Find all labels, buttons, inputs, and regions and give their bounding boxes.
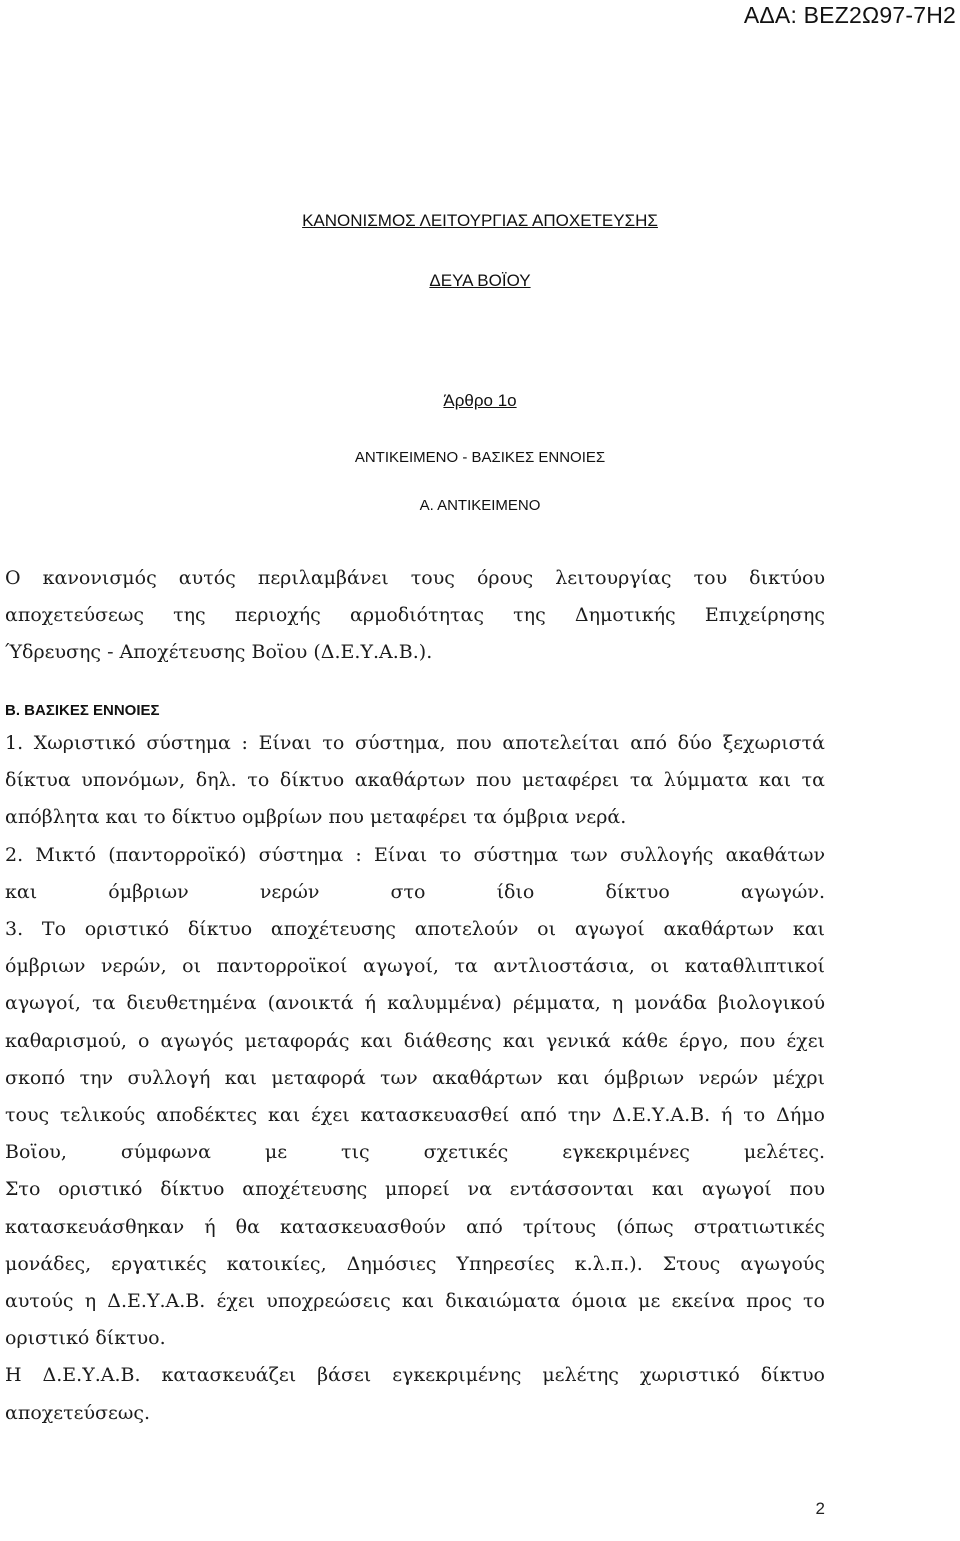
text-line: τους τελικούς αποδέκτες και έχει κατασκευασθεί από την Δ.Ε.Υ.Α.Β. ή το Δήμο <box>5 1104 825 1127</box>
article-heading: Άρθρο 1ο <box>443 391 517 410</box>
section-b-heading: Β. ΒΑΣΙΚΕΣ ΕΝΝΟΙΕΣ <box>5 702 160 719</box>
text-line: μονάδες, εργατικές κατοικίες, Δημόσιες Υπηρεσίες κ.λ.π.). Στους αγωγούς <box>5 1252 825 1275</box>
text-line: απόβλητα και το δίκτυο ομβρίων που μεταφέρει τα όμβρια νερά. <box>5 806 627 829</box>
text-line: 1. Χωριστικό σύστημα : Είναι το σύστημα, που αποτελείται από δύο ξεχωριστά <box>5 732 825 754</box>
text-line: κατασκευάσθηκαν ή θα κατασκευασθούν από τρίτους (όπως στρατιωτικές <box>5 1215 825 1238</box>
ada-code: ΑΔΑ: ΒΕΖ2Ω97-7Η2 <box>743 2 956 28</box>
text-line: Η Δ.Ε.Υ.Α.Β. κατασκευάζει βάσει εγκεκριμένης μελέτης χωριστικό δίκτυο <box>5 1364 825 1387</box>
section-a-heading: Α. ΑΝΤΙΚΕΙΜΕΝΟ <box>419 497 541 514</box>
text-line: καθαρισμού, ο αγωγός μεταφοράς και διάθεσης και γενικά κάθε έργο, που έχει <box>5 1029 825 1052</box>
section-a-paragraph <box>5 560 825 672</box>
text-line: αυτούς η Δ.Ε.Υ.Α.Β. έχει υποχρεώσεις και δικαιώματα όμοια με εκείνα προς το <box>5 1290 825 1313</box>
document-subtitle: ΔΕΥΑ ΒΟΪΟΥ <box>429 271 531 290</box>
document-title: ΚΑΝΟΝΙΣΜΟΣ ΛΕΙΤΟΥΡΓΙΑΣ ΑΠΟΧΕΤΕΥΣΗΣ <box>302 211 658 230</box>
text-line: όμβριων νερών, οι παντορροϊκοί αγωγοί, τα αντλιοστάσια, οι καταθλιπτικοί <box>5 955 825 978</box>
text-line: οριστικό δίκτυο. <box>5 1327 166 1350</box>
text-line: Στο οριστικό δίκτυο αποχέτευσης μπορεί να εντάσσονται και αγωγοί που <box>5 1178 825 1201</box>
text-line: αποχετεύσεως της περιοχής αρμοδιότητας της Δημοτικής Επιχείρησης <box>5 604 825 627</box>
text-line: 2. Μικτό (παντορροϊκό) σύστημα : Είναι το σύστημα των συλλογής ακαθάτων <box>5 843 825 866</box>
text-line: Ο κανονισμός αυτός περιλαμβάνει τους όρους λειτουργίας του δικτύου <box>5 567 825 589</box>
text-line: Βοϊου, σύμφωνα με τις σχετικές εγκεκριμένες μελέτες. <box>5 1141 825 1164</box>
text-line: δίκτυα υπονόμων, δηλ. το δίκτυο ακαθάρτων που μεταφέρει τα λύμματα και τα <box>5 769 825 792</box>
section-b-paragraph <box>5 725 825 1432</box>
text-line: αποχετεύσεως. <box>5 1401 151 1424</box>
text-line: αγωγοί, τα διευθετημένα (ανοικτά ή καλυμμένα) ρέμματα, η μονάδα βιολογικού <box>5 992 825 1015</box>
page-number: 2 <box>815 1499 825 1518</box>
text-line: 3. Το οριστικό δίκτυο αποχέτευσης αποτελούν οι αγωγοί ακαθάρτων και <box>5 918 825 941</box>
text-line: και όμβριων νερών στο ίδιο δίκτυο αγωγών. <box>5 880 825 903</box>
text-line: Ύδρευσης - Αποχέτευσης Βοϊου (Δ.Ε.Υ.Α.Β.). <box>5 641 433 664</box>
text-line: σκοπό την συλλογή και μεταφορά των ακαθάρτων και όμβριων νερών μέχρι <box>5 1066 825 1089</box>
article-subheading: ΑΝΤΙΚΕΙΜΕΝΟ - ΒΑΣΙΚΕΣ ΕΝΝΟΙΕΣ <box>354 449 606 466</box>
